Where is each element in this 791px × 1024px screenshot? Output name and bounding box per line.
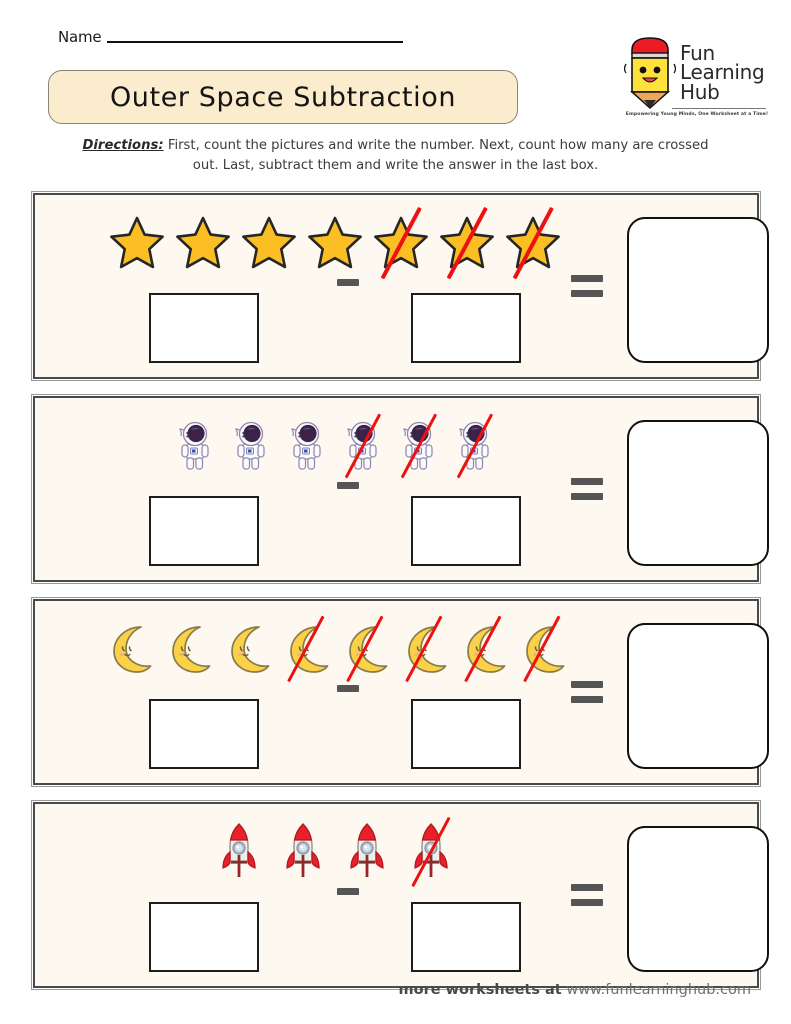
moon-icon: [101, 618, 156, 680]
crossed-count-box[interactable]: [411, 902, 521, 972]
footer: [399, 982, 751, 998]
problem-row-1: [33, 193, 759, 379]
directions: [0, 136, 791, 177]
moon-icon: [337, 618, 392, 680]
problem-list: [33, 193, 759, 1005]
logo-line-2: Learning: [680, 60, 765, 85]
crossed-count-box[interactable]: [411, 496, 521, 566]
total-count-box[interactable]: [149, 902, 259, 972]
star-icon: [502, 210, 564, 276]
minus-sign-icon: [337, 279, 359, 286]
moon-icon: [514, 618, 569, 680]
logo-divider: [672, 108, 766, 109]
moon-icon: [160, 618, 215, 680]
answer-box[interactable]: [627, 420, 769, 566]
problem-row-3: [33, 599, 759, 785]
equals-sign-icon: [571, 275, 603, 297]
name-write-line[interactable]: [107, 41, 403, 43]
astronaut-icon: [393, 415, 445, 477]
total-count-box[interactable]: [149, 699, 259, 769]
rocket-icon: [401, 817, 461, 887]
astronaut-icon: [449, 415, 501, 477]
moon-icon: [396, 618, 451, 680]
total-count-box[interactable]: [149, 496, 259, 566]
directions-line-1: First, count the pictures and write the number. Next, count how many are crossed: [167, 138, 709, 153]
name-label: Name: [58, 28, 102, 46]
star-icon: [106, 210, 168, 276]
astronaut-icon: [225, 415, 277, 477]
minus-sign-icon: [337, 482, 359, 489]
answer-box[interactable]: [627, 217, 769, 363]
star-icon: [370, 210, 432, 276]
crossed-count-box[interactable]: [411, 293, 521, 363]
icon-strip-rockets: [55, 816, 615, 888]
moon-icon: [455, 618, 510, 680]
total-count-box[interactable]: [149, 293, 259, 363]
problem-row-2: [33, 396, 759, 582]
star-icon: [436, 210, 498, 276]
logo-line-3: Hub: [680, 79, 720, 104]
minus-sign-icon: [337, 888, 359, 895]
rocket-icon: [209, 817, 269, 887]
name-field[interactable]: [58, 28, 403, 46]
star-icon: [238, 210, 300, 276]
star-icon: [304, 210, 366, 276]
astronaut-icon: [337, 415, 389, 477]
rocket-icon: [337, 817, 397, 887]
icon-strip-stars: [55, 207, 615, 279]
astronaut-icon: [169, 415, 221, 477]
minus-sign-icon: [337, 685, 359, 692]
equals-sign-icon: [571, 681, 603, 703]
rocket-icon: [273, 817, 333, 887]
directions-line-2: out. Last, subtract them and write the answer in the last box.: [192, 158, 599, 174]
pencil-mascot-icon: [622, 34, 678, 115]
astronaut-icon: [281, 415, 333, 477]
problem-row-4: [33, 802, 759, 988]
directions-label: Directions:: [82, 138, 164, 153]
answer-box[interactable]: [627, 826, 769, 972]
star-icon: [172, 210, 234, 276]
logo-line-1: Fun: [680, 41, 715, 65]
brand-logo: [618, 32, 770, 132]
logo-tagline: Empowering Young Minds, One Worksheet at a Time!: [625, 112, 769, 117]
footer-url: www.funlearninghub.com: [566, 982, 751, 998]
icon-strip-moons: [55, 613, 615, 685]
logo-wordmark: [680, 41, 765, 104]
equals-sign-icon: [571, 478, 603, 500]
equals-sign-icon: [571, 884, 603, 906]
answer-box[interactable]: [627, 623, 769, 769]
moon-icon: [219, 618, 274, 680]
crossed-count-box[interactable]: [411, 699, 521, 769]
title-banner: [48, 70, 518, 124]
icon-strip-astronauts: [55, 410, 615, 482]
footer-bold-text: more worksheets at: [398, 982, 562, 998]
moon-icon: [278, 618, 333, 680]
page-title: Outer Space Subtraction: [109, 81, 457, 113]
